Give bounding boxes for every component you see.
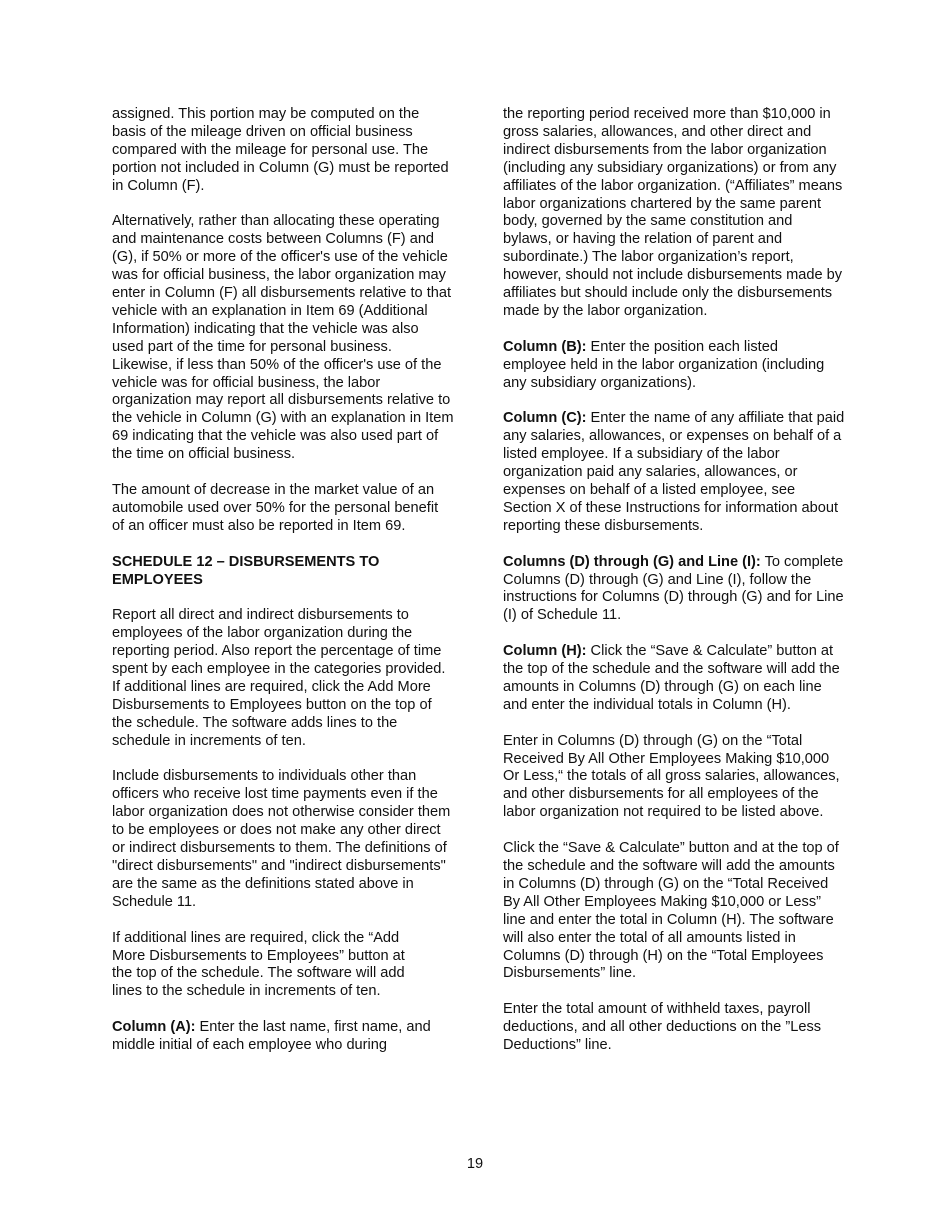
column-b-label: Column (B): [503, 338, 587, 355]
left-paragraph-2: Alternatively, rather than allocating these operating and maintenance costs between Columns (F) and (G), if 50% or more of the officer's use of the vehicle was for official business, the labor organization may enter in Column (F) all disbursements relative to that vehicle with an explanation in Item 69 (Additional Information) indicating that the vehicle was also used part of the time for personal business. Likewise, if less than 50% of the officer's use of the vehicle was for official business, the labor organization may report all disbursements relative to the vehicle in Column (G) with an explanation in Item 69 indicating that the vehicle was also used part of the time on official business. [112, 213, 454, 463]
right-paragraph-8: Enter the total amount of withheld taxes, payroll deductions, and all other deductions on the ”Less Deductions” line. [503, 1001, 822, 1054]
left-paragraph-6: If additional lines are required, click the “Add More Disbursements to Employees” button at the top of the schedule. The software will add lines to the schedule in increments of ten. [112, 929, 405, 1000]
column-a-label: Column (A): [112, 1019, 196, 1036]
page-number: 19 [466, 1156, 484, 1172]
right-column [503, 106, 845, 1073]
column-b-text: Enter the position each listed employee held in the labor organization (including any subsidiary organizations). [503, 338, 825, 391]
left-paragraph-4: Report all direct and indirect disbursements to employees of the labor organization during the reporting period. Also report the percentage of time spent by each employee in the categories provided. If additional lines are required, click the Add More Disbursements to Employees button on the top of the schedule. The software adds lines to the schedule in increments of ten. [112, 607, 446, 749]
column-c-text: Enter the name of any affiliate that paid any salaries, allowances, or expenses on behalf of a listed employee. If a subsidiary of the labor organization paid any salaries, allowances, or expenses on behalf of a listed employee, see Section X of these Instructions for information about reporting these disbursements. [503, 410, 845, 534]
columns-d-g-paragraph [503, 554, 845, 626]
column-c-label: Column (C): [503, 410, 587, 427]
left-paragraph-1: assigned. This portion may be computed on the basis of the mileage driven on official business compared with the mileage for personal use. The portion not included in Column (G) must be reported in Column (F). [112, 106, 449, 194]
right-paragraph-1: the reporting period received more than $10,000 in gross salaries, allowances, and other direct and indirect disbursements from the labor organization (including any subsidiary organizations) or from any affiliates of the labor organization. (“Affiliates” means labor organizations chartered by the same parent body, governed by the same constitution and bylaws, or having the relation of parent and subordinate.) The labor organization’s report, however, should not include disbursements made by affiliates but should include only the disbursements made by the labor organization. [503, 106, 843, 319]
columns-d-g-text: To complete Columns (D) through (G) and Line (I), follow the instructions for Columns (D) through (G) and for Line (I) of Schedule 11. [503, 553, 844, 624]
left-paragraph-5: Include disbursements to individuals other than officers who receive lost time payments even if the labor organization does not otherwise consider them to be employees or does not make any other direct or indirect disbursements to them. The definitions of "direct disbursements" and "indirect disbursements" are the same as the definitions stated above in Schedule 11. [112, 768, 451, 910]
right-paragraph-6: Enter in Columns (D) through (G) on the “Total Received By All Other Employees Making $10,000 Or Less,“ the totals of all gross salaries, allowances, and other disbursements for all employees of the labor organization not required to be listed above. [503, 732, 840, 821]
column-h-text: Click the “Save & Calculate” button at the top of the schedule and the software will add the amounts in Columns (D) through (G) on each line and enter the individual totals in Column (H). [503, 643, 840, 713]
column-b-paragraph [503, 339, 845, 393]
left-column [112, 106, 454, 1073]
column-a-text: Enter the last name, first name, and middle initial of each employee who during [112, 1019, 431, 1054]
column-c-paragraph [503, 410, 845, 535]
schedule-12-heading: SCHEDULE 12 – DISBURSEMENTS TO EMPLOYEES [112, 553, 380, 588]
column-a-paragraph [112, 1019, 454, 1055]
columns-d-g-label: Columns (D) through (G) and Line (I): [503, 553, 761, 570]
column-h-label: Column (H): [503, 643, 587, 660]
column-h-paragraph [503, 643, 845, 715]
right-paragraph-7: Click the “Save & Calculate” button and at the top of the schedule and the software will add the amounts in Columns (D) through (G) on the “Total Received By All Other Employees Making $10,000 or Less” line and enter the total in Column (H). The software will also enter the total of all amounts listed in Columns (D) through (H) on the “Total Employees Disbursements” line. [503, 840, 839, 982]
left-paragraph-3: The amount of decrease in the market value of an automobile used over 50% for the personal benefit of an officer must also be reported in Item 69. [112, 482, 439, 534]
